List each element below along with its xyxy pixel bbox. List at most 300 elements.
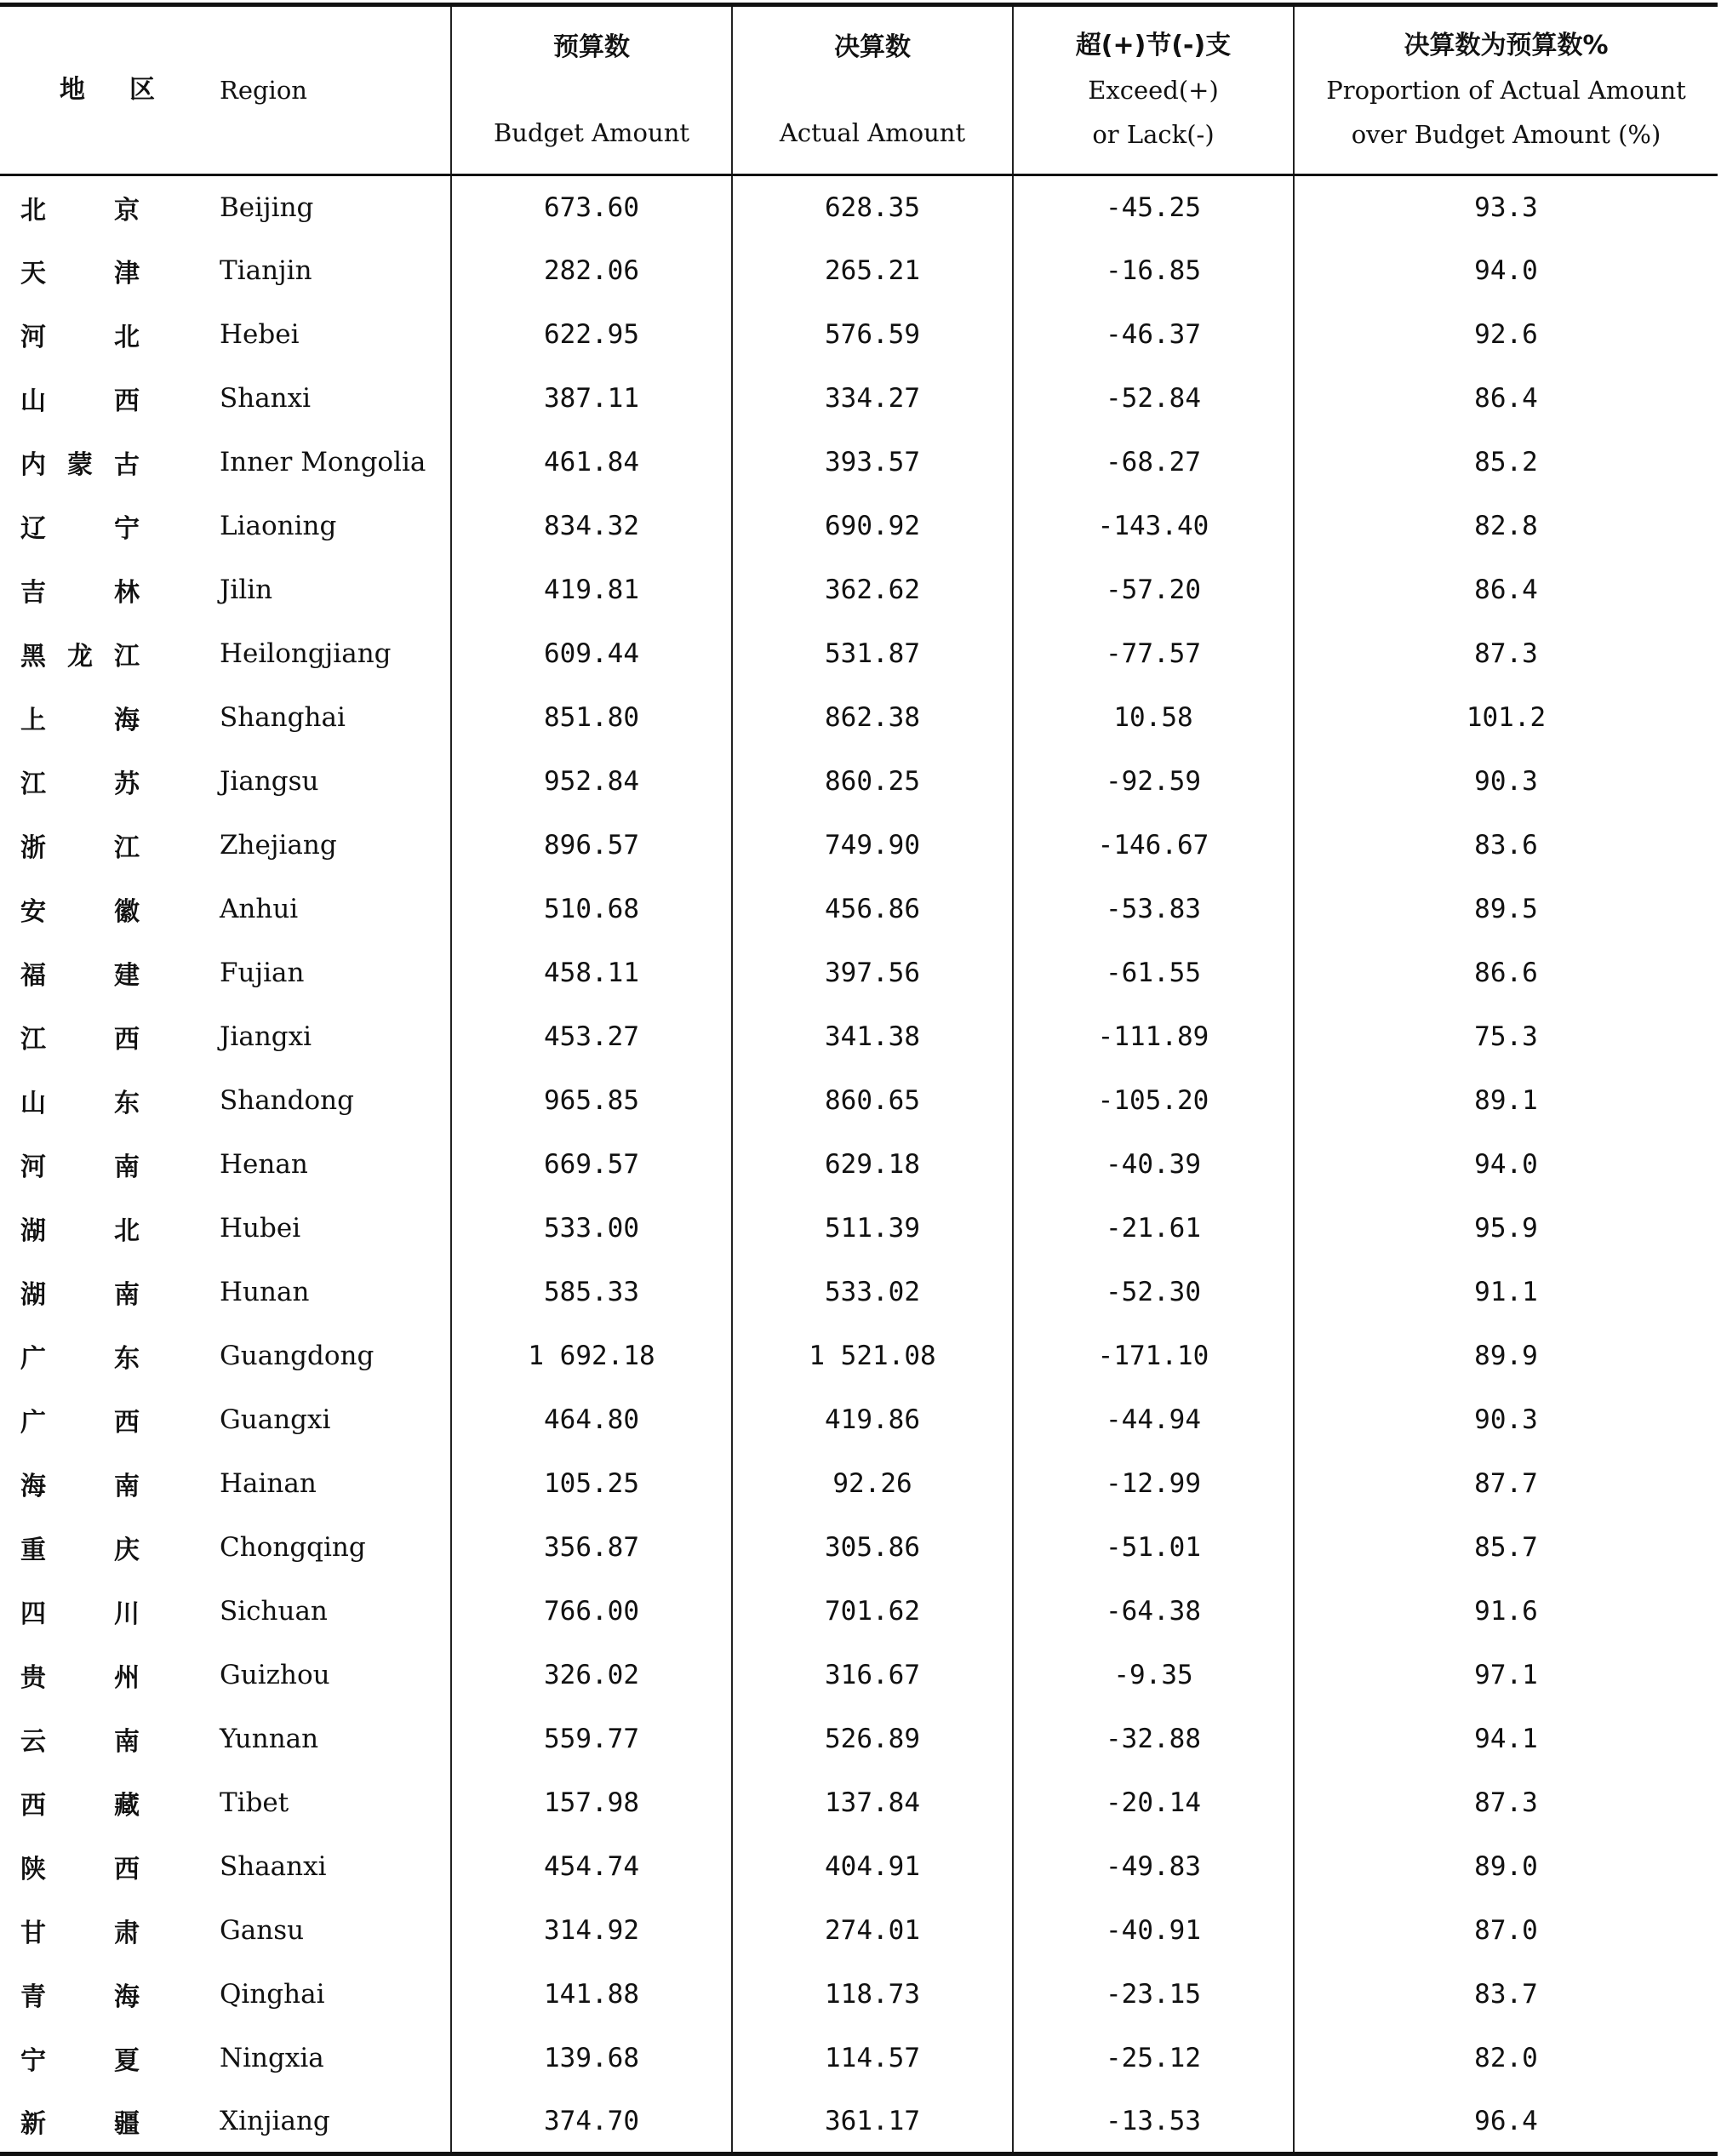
region-cn-char: 疆 <box>114 2108 140 2139</box>
table-row <box>0 1388 1718 1452</box>
region-en-cell: Guangxi <box>220 1404 331 1435</box>
actual-cell: 526.89 <box>732 1707 1013 1771</box>
budget-cell: 510.68 <box>451 878 732 941</box>
table-row <box>0 367 1718 431</box>
table-row <box>0 1771 1718 1835</box>
region-en-cell: Inner Mongolia <box>220 447 426 478</box>
region-en-cell: Heilongjiang <box>220 638 392 669</box>
region-en-cell: Yunnan <box>220 1724 319 1754</box>
diff-cell: -49.83 <box>1013 1835 1294 1899</box>
budget-cell: 585.33 <box>451 1261 732 1324</box>
region-en-cell: Guangdong <box>220 1341 375 1371</box>
region-en-cell: Hubei <box>220 1213 301 1244</box>
actual-cell: 533.02 <box>732 1261 1013 1324</box>
region-cn-cell <box>0 1388 220 1452</box>
diff-cell: -143.40 <box>1013 495 1294 558</box>
region-cn-char: 山 <box>20 1089 46 1118</box>
region-cn-char: 蒙 <box>67 450 93 480</box>
region-cn-char: 江 <box>20 1025 46 1055</box>
actual-cell: 362.62 <box>732 558 1013 622</box>
header-region-cn-char-2: 区 <box>129 75 155 105</box>
region-cn-char: 天 <box>20 259 46 289</box>
table-row <box>0 1580 1718 1644</box>
table-row <box>0 750 1718 814</box>
region-cn-char: 西 <box>114 1408 140 1438</box>
ratio-cell: 91.6 <box>1294 1580 1718 1644</box>
table-row <box>0 1261 1718 1324</box>
actual-cell: 701.62 <box>732 1580 1013 1644</box>
budget-cell: 356.87 <box>451 1516 732 1580</box>
region-cn-char: 庆 <box>114 1536 140 1565</box>
actual-cell: 114.57 <box>732 2027 1013 2090</box>
region-cn-char: 宁 <box>114 514 140 544</box>
region-cn-char: 江 <box>114 833 140 863</box>
region-cn-char: 肃 <box>114 1919 140 1948</box>
table-row <box>0 431 1718 495</box>
ratio-cell: 89.0 <box>1294 1835 1718 1899</box>
budget-cell: 851.80 <box>451 686 732 750</box>
ratio-cell: 91.1 <box>1294 1261 1718 1324</box>
region-cn-char: 龙 <box>67 642 93 672</box>
budget-cell: 454.74 <box>451 1835 732 1899</box>
budget-cell: 669.57 <box>451 1133 732 1197</box>
region-cn-cell <box>0 814 220 878</box>
region-en-cell: Jiangsu <box>220 766 319 797</box>
region-en-cell: Anhui <box>220 894 299 924</box>
diff-cell: -111.89 <box>1013 1005 1294 1069</box>
header-budget <box>451 5 732 175</box>
region-cn-char: 贵 <box>20 1663 46 1693</box>
region-en-cell: Tibet <box>220 1787 289 1818</box>
budget-cell: 314.92 <box>451 1899 732 1963</box>
region-cn-char: 福 <box>20 961 46 991</box>
budget-cell: 896.57 <box>451 814 732 878</box>
region-cn-char: 北 <box>114 1216 140 1246</box>
budget-cell: 141.88 <box>451 1963 732 2027</box>
region-cn-cell <box>0 1005 220 1069</box>
region-en-cell: Henan <box>220 1149 308 1180</box>
diff-cell: -61.55 <box>1013 941 1294 1005</box>
header-region-en-label: Region <box>220 76 307 105</box>
diff-cell: -13.53 <box>1013 2090 1294 2154</box>
region-cn-char: 州 <box>114 1663 140 1693</box>
region-cn-cell <box>0 1899 220 1963</box>
budget-cell: 673.60 <box>451 175 732 239</box>
region-en-cell: Qinghai <box>220 1979 325 2010</box>
actual-cell: 92.26 <box>732 1452 1013 1516</box>
table-row <box>0 1963 1718 2027</box>
region-en-cell: Beijing <box>220 192 314 223</box>
region-en-cell: Zhejiang <box>220 830 337 861</box>
table-body <box>0 175 1718 2154</box>
region-en-cell: Shandong <box>220 1085 354 1116</box>
region-en-cell: Shaanxi <box>220 1851 327 1882</box>
table-row <box>0 2090 1718 2154</box>
region-cn-char: 吉 <box>20 578 46 608</box>
region-cn-char: 江 <box>114 642 140 672</box>
region-en-cell: Shanxi <box>220 383 312 414</box>
region-cn-char: 京 <box>114 195 140 226</box>
diff-cell: -9.35 <box>1013 1644 1294 1707</box>
budget-cell: 374.70 <box>451 2090 732 2154</box>
table-row <box>0 239 1718 303</box>
budget-cell: 139.68 <box>451 2027 732 2090</box>
table-row <box>0 1133 1718 1197</box>
diff-cell: -51.01 <box>1013 1516 1294 1580</box>
actual-cell: 456.86 <box>732 878 1013 941</box>
region-cn-cell <box>0 558 220 622</box>
actual-cell: 305.86 <box>732 1516 1013 1580</box>
region-cn-char: 河 <box>20 323 46 352</box>
diff-cell: -52.84 <box>1013 367 1294 431</box>
region-cn-char: 徽 <box>114 897 140 927</box>
actual-cell: 749.90 <box>732 814 1013 878</box>
table-header <box>0 5 1718 175</box>
actual-cell: 334.27 <box>732 367 1013 431</box>
budget-cell: 834.32 <box>451 495 732 558</box>
region-cn-cell <box>0 2090 220 2154</box>
actual-cell: 531.87 <box>732 622 1013 686</box>
region-cn-char: 辽 <box>20 514 46 544</box>
region-cn-cell <box>0 1324 220 1388</box>
diff-cell: -45.25 <box>1013 175 1294 239</box>
header-actual-en: Actual Amount <box>779 118 966 147</box>
actual-cell: 576.59 <box>732 303 1013 367</box>
table-row <box>0 878 1718 941</box>
diff-cell: -53.83 <box>1013 878 1294 941</box>
table-row <box>0 686 1718 750</box>
header-ratio-cn: 决算数为预算数% <box>1404 31 1609 60</box>
table-row <box>0 1324 1718 1388</box>
ratio-cell: 89.5 <box>1294 878 1718 941</box>
ratio-cell: 85.2 <box>1294 431 1718 495</box>
region-cn-char: 山 <box>20 386 46 416</box>
region-en-cell: Xinjiang <box>220 2105 330 2136</box>
region-cn-char: 河 <box>20 1152 46 1182</box>
region-cn-cell <box>0 686 220 750</box>
actual-cell: 511.39 <box>732 1197 1013 1261</box>
table-row <box>0 622 1718 686</box>
diff-cell: -46.37 <box>1013 303 1294 367</box>
actual-cell: 137.84 <box>732 1771 1013 1835</box>
diff-cell: -25.12 <box>1013 2027 1294 2090</box>
ratio-cell: 75.3 <box>1294 1005 1718 1069</box>
region-cn-char: 广 <box>20 1408 46 1438</box>
ratio-cell: 82.8 <box>1294 495 1718 558</box>
ratio-cell: 83.7 <box>1294 1963 1718 2027</box>
region-cn-char: 西 <box>114 386 140 416</box>
region-en-cell: Jilin <box>220 575 273 605</box>
region-en-cell: Guizhou <box>220 1660 330 1690</box>
region-cn-char: 西 <box>20 1791 46 1821</box>
diff-cell: -23.15 <box>1013 1963 1294 2027</box>
header-diff-en-2: or Lack(-) <box>1092 120 1215 149</box>
region-cn-char: 宁 <box>20 2046 46 2076</box>
table-row <box>0 1452 1718 1516</box>
budget-cell: 387.11 <box>451 367 732 431</box>
region-en-cell: Ningxia <box>220 2043 324 2073</box>
budget-cell: 326.02 <box>451 1644 732 1707</box>
region-cn-char: 甘 <box>20 1919 46 1948</box>
region-cn-char: 江 <box>20 769 46 799</box>
actual-cell: 419.86 <box>732 1388 1013 1452</box>
region-cn-char: 湖 <box>20 1280 46 1310</box>
budget-cell: 533.00 <box>451 1197 732 1261</box>
region-cn-cell <box>0 1707 220 1771</box>
table-row <box>0 941 1718 1005</box>
region-cn-char: 北 <box>114 323 140 352</box>
budget-cell: 419.81 <box>451 558 732 622</box>
region-cn-char: 南 <box>114 1152 140 1182</box>
region-cn-char: 建 <box>114 961 140 991</box>
region-cn-cell <box>0 431 220 495</box>
region-en-cell: Shanghai <box>220 702 346 733</box>
region-cn-cell <box>0 1261 220 1324</box>
region-cn-cell <box>0 750 220 814</box>
diff-cell: -16.85 <box>1013 239 1294 303</box>
table-row <box>0 1197 1718 1261</box>
diff-cell: -68.27 <box>1013 431 1294 495</box>
region-cn-cell <box>0 1963 220 2027</box>
region-en-cell: Chongqing <box>220 1532 366 1563</box>
actual-cell: 629.18 <box>732 1133 1013 1197</box>
ratio-cell: 90.3 <box>1294 750 1718 814</box>
ratio-cell: 87.0 <box>1294 1899 1718 1963</box>
region-en-cell: Tianjin <box>220 255 312 286</box>
region-cn-char: 海 <box>114 1982 140 2012</box>
diff-cell: -77.57 <box>1013 622 1294 686</box>
table-row <box>0 558 1718 622</box>
diff-cell: -12.99 <box>1013 1452 1294 1516</box>
region-cn-char: 四 <box>20 1599 46 1629</box>
region-cn-char: 东 <box>114 1344 140 1374</box>
region-cn-cell <box>0 1197 220 1261</box>
region-cn-cell <box>0 1771 220 1835</box>
ratio-cell: 86.4 <box>1294 558 1718 622</box>
region-cn-cell <box>0 239 220 303</box>
region-cn-char: 南 <box>114 1727 140 1757</box>
region-cn-char: 新 <box>20 2108 46 2139</box>
actual-cell: 404.91 <box>732 1835 1013 1899</box>
region-en-cell: Hainan <box>220 1468 317 1499</box>
ratio-cell: 86.6 <box>1294 941 1718 1005</box>
table-row <box>0 1644 1718 1707</box>
actual-cell: 860.65 <box>732 1069 1013 1133</box>
actual-cell: 860.25 <box>732 750 1013 814</box>
region-cn-char: 北 <box>20 195 46 226</box>
ratio-cell: 89.1 <box>1294 1069 1718 1133</box>
region-cn-char: 南 <box>114 1472 140 1501</box>
table-row <box>0 1069 1718 1133</box>
budget-cell: 1 692.18 <box>451 1324 732 1388</box>
diff-cell: -171.10 <box>1013 1324 1294 1388</box>
region-cn-char: 陕 <box>20 1855 46 1884</box>
region-cn-char: 藏 <box>114 1791 140 1821</box>
actual-cell: 118.73 <box>732 1963 1013 2027</box>
region-en-cell: Gansu <box>220 1915 305 1946</box>
table-row <box>0 1516 1718 1580</box>
table-row <box>0 814 1718 878</box>
ratio-cell: 82.0 <box>1294 2027 1718 2090</box>
budget-cell: 461.84 <box>451 431 732 495</box>
region-cn-char: 青 <box>20 1982 46 2012</box>
ratio-cell: 89.9 <box>1294 1324 1718 1388</box>
diff-cell: -92.59 <box>1013 750 1294 814</box>
region-cn-cell <box>0 495 220 558</box>
table-row <box>0 1005 1718 1069</box>
region-cn-cell <box>0 1644 220 1707</box>
region-cn-char: 海 <box>20 1472 46 1501</box>
table-row <box>0 1899 1718 1963</box>
budget-cell: 559.77 <box>451 1707 732 1771</box>
ratio-cell: 94.0 <box>1294 239 1718 303</box>
region-cn-char: 林 <box>114 578 140 608</box>
region-cn-cell <box>0 878 220 941</box>
actual-cell: 341.38 <box>732 1005 1013 1069</box>
region-cn-char: 湖 <box>20 1216 46 1246</box>
table-row <box>0 2027 1718 2090</box>
actual-cell: 1 521.08 <box>732 1324 1013 1388</box>
ratio-cell: 87.3 <box>1294 622 1718 686</box>
region-cn-cell <box>0 941 220 1005</box>
budget-cell: 458.11 <box>451 941 732 1005</box>
region-cn-char: 西 <box>114 1025 140 1055</box>
ratio-cell: 86.4 <box>1294 367 1718 431</box>
region-en-cell: Hunan <box>220 1277 310 1307</box>
budget-cell: 464.80 <box>451 1388 732 1452</box>
region-cn-char: 黑 <box>20 642 46 672</box>
region-cn-char: 东 <box>114 1089 140 1118</box>
diff-cell: 10.58 <box>1013 686 1294 750</box>
actual-cell: 265.21 <box>732 239 1013 303</box>
region-en-cell: Fujian <box>220 958 305 988</box>
header-actual-cn: 决算数 <box>834 32 911 62</box>
diff-cell: -64.38 <box>1013 1580 1294 1644</box>
region-cn-cell <box>0 367 220 431</box>
budget-table <box>0 3 1718 2156</box>
budget-cell: 766.00 <box>451 1580 732 1644</box>
region-en-cell: Hebei <box>220 319 300 350</box>
ratio-cell: 93.3 <box>1294 175 1718 239</box>
region-cn-char: 夏 <box>114 2046 140 2076</box>
diff-cell: -20.14 <box>1013 1771 1294 1835</box>
region-cn-char: 南 <box>114 1280 140 1310</box>
actual-cell: 393.57 <box>732 431 1013 495</box>
table-row <box>0 495 1718 558</box>
region-cn-char: 川 <box>114 1599 140 1629</box>
header-ratio-en-1: Proportion of Actual Amount <box>1326 76 1686 105</box>
ratio-cell: 94.1 <box>1294 1707 1718 1771</box>
header-ratio <box>1294 5 1718 175</box>
table-row <box>0 1835 1718 1899</box>
header-region-cn-char-1: 地 <box>60 75 85 105</box>
region-cn-cell <box>0 303 220 367</box>
table-row <box>0 303 1718 367</box>
actual-cell: 690.92 <box>732 495 1013 558</box>
region-cn-cell <box>0 1452 220 1516</box>
header-diff <box>1013 5 1294 175</box>
header-region-cn <box>0 5 220 175</box>
region-cn-char: 内 <box>20 450 46 480</box>
region-cn-char: 云 <box>20 1727 46 1757</box>
actual-cell: 274.01 <box>732 1899 1013 1963</box>
diff-cell: -32.88 <box>1013 1707 1294 1771</box>
region-cn-cell <box>0 1133 220 1197</box>
ratio-cell: 87.3 <box>1294 1771 1718 1835</box>
region-cn-cell <box>0 175 220 239</box>
diff-cell: -105.20 <box>1013 1069 1294 1133</box>
ratio-cell: 96.4 <box>1294 2090 1718 2154</box>
budget-cell: 105.25 <box>451 1452 732 1516</box>
header-actual <box>732 5 1013 175</box>
diff-cell: -146.67 <box>1013 814 1294 878</box>
diff-cell: -40.39 <box>1013 1133 1294 1197</box>
header-budget-en: Budget Amount <box>493 118 690 147</box>
region-cn-char: 广 <box>20 1344 46 1374</box>
region-cn-char: 安 <box>20 897 46 927</box>
budget-cell: 609.44 <box>451 622 732 686</box>
region-en-cell: Sichuan <box>220 1596 328 1627</box>
header-budget-cn: 预算数 <box>553 32 630 62</box>
region-cn-cell <box>0 1580 220 1644</box>
actual-cell: 628.35 <box>732 175 1013 239</box>
ratio-cell: 94.0 <box>1294 1133 1718 1197</box>
ratio-cell: 83.6 <box>1294 814 1718 878</box>
budget-cell: 622.95 <box>451 303 732 367</box>
diff-cell: -21.61 <box>1013 1197 1294 1261</box>
ratio-cell: 95.9 <box>1294 1197 1718 1261</box>
table-row <box>0 175 1718 239</box>
header-ratio-en-2: over Budget Amount (%) <box>1351 120 1661 149</box>
actual-cell: 862.38 <box>732 686 1013 750</box>
ratio-cell: 85.7 <box>1294 1516 1718 1580</box>
header-region-en <box>220 5 451 175</box>
diff-cell: -52.30 <box>1013 1261 1294 1324</box>
region-cn-cell <box>0 622 220 686</box>
region-cn-char: 海 <box>114 706 140 735</box>
ratio-cell: 101.2 <box>1294 686 1718 750</box>
region-cn-cell <box>0 1069 220 1133</box>
ratio-cell: 97.1 <box>1294 1644 1718 1707</box>
actual-cell: 397.56 <box>732 941 1013 1005</box>
budget-cell: 965.85 <box>451 1069 732 1133</box>
ratio-cell: 92.6 <box>1294 303 1718 367</box>
ratio-cell: 90.3 <box>1294 1388 1718 1452</box>
diff-cell: -57.20 <box>1013 558 1294 622</box>
ratio-cell: 87.7 <box>1294 1452 1718 1516</box>
budget-cell: 157.98 <box>451 1771 732 1835</box>
actual-cell: 361.17 <box>732 2090 1013 2154</box>
region-cn-char: 苏 <box>114 769 140 799</box>
region-cn-cell <box>0 1516 220 1580</box>
header-diff-cn: 超(+)节(-)支 <box>1075 31 1232 60</box>
region-cn-char: 浙 <box>20 833 46 863</box>
region-cn-char: 津 <box>114 259 140 289</box>
region-cn-char: 上 <box>20 706 46 735</box>
region-en-cell: Jiangxi <box>220 1021 312 1052</box>
table-row <box>0 1707 1718 1771</box>
diff-cell: -44.94 <box>1013 1388 1294 1452</box>
budget-cell: 453.27 <box>451 1005 732 1069</box>
actual-cell: 316.67 <box>732 1644 1013 1707</box>
region-cn-cell <box>0 1835 220 1899</box>
region-cn-cell <box>0 2027 220 2090</box>
budget-cell: 952.84 <box>451 750 732 814</box>
diff-cell: -40.91 <box>1013 1899 1294 1963</box>
region-cn-char: 西 <box>114 1855 140 1884</box>
region-cn-char: 古 <box>114 450 140 480</box>
region-en-cell: Liaoning <box>220 511 337 541</box>
